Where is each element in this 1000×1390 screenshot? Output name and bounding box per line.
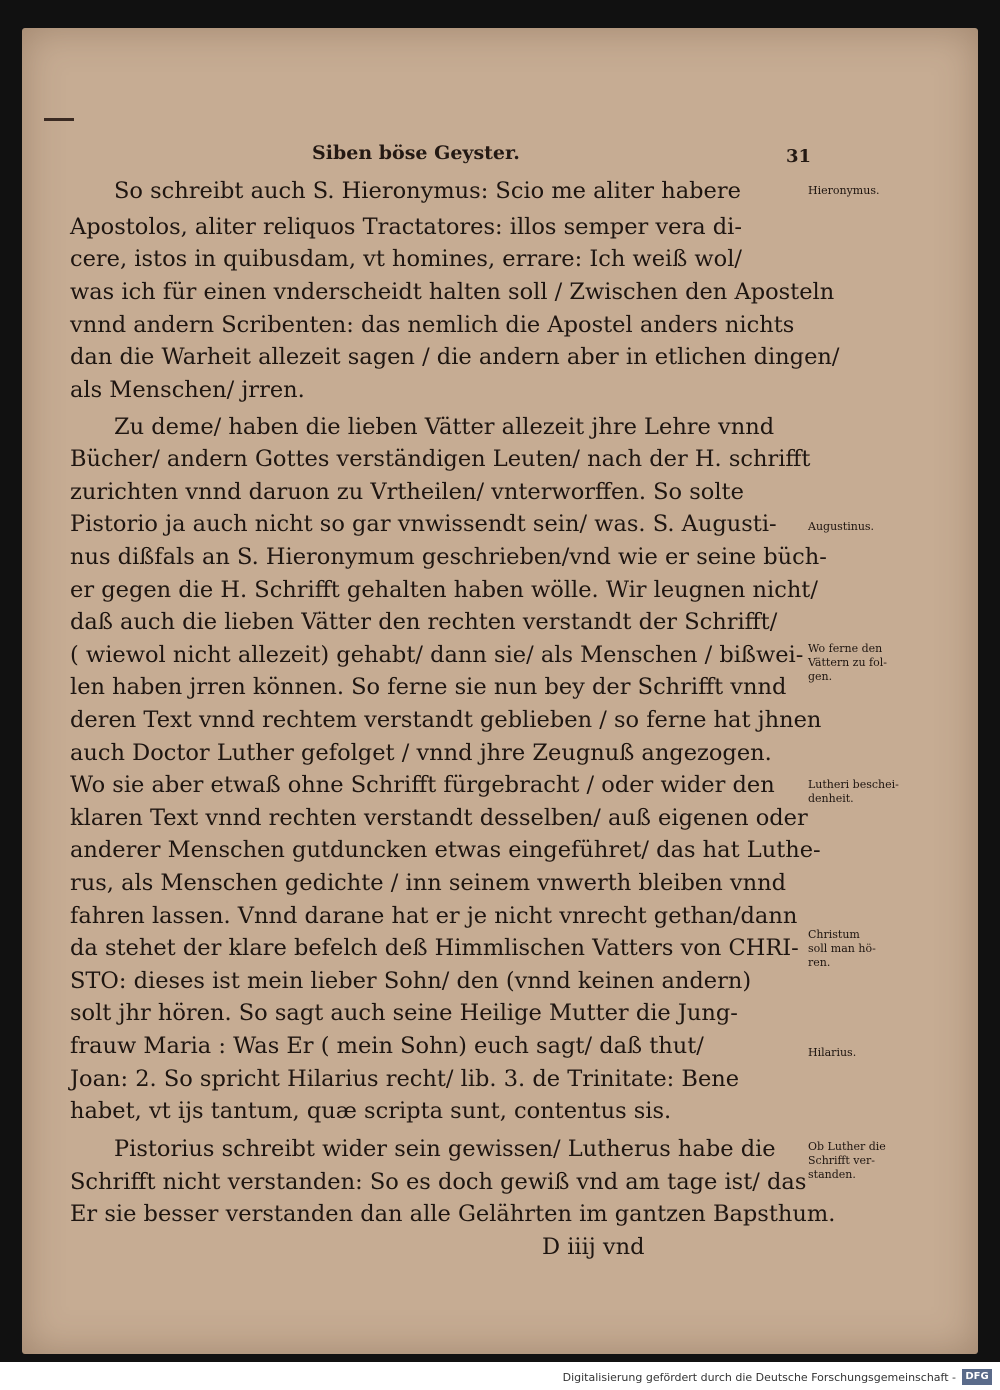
- body-line: solt jhr hören. So sagt auch seine Heilige Mutter die Jung-: [70, 1000, 738, 1026]
- body-line: Wo sie aber etwaß ohne Schrifft fürgebracht / oder wider den: [70, 772, 775, 798]
- body-line: klaren Text vnnd rechten verstandt desselben/ auß eigenen oder: [70, 805, 808, 831]
- body-line: Pistorio ja auch nicht so gar vnwissendt sein/ was. S. Augusti-: [70, 511, 777, 537]
- page-mark: [44, 118, 74, 121]
- margin-note: Lutheri beschei- denheit.: [808, 778, 899, 805]
- body-line: er gegen die H. Schrifft gehalten haben wölle. Wir leugnen nicht/: [70, 577, 818, 603]
- body-line: da stehet der klare befelch deß Himmlischen Vatters von CHRI-: [70, 935, 799, 961]
- page-number: 31: [786, 146, 812, 167]
- body-line: habet, vt ijs tantum, quæ scripta sunt, contentus sis.: [70, 1098, 672, 1124]
- body-line: anderer Menschen gutduncken etwas eingeführet/ das hat Luthe-: [70, 837, 821, 863]
- body-line: rus, als Menschen gedichte / inn seinem vnwerth bleiben vnnd: [70, 870, 786, 896]
- margin-note: Ob Luther die Schrifft ver- standen.: [808, 1140, 886, 1181]
- body-line: len haben jrren können. So ferne sie nun bey der Schrifft vnnd: [70, 674, 787, 700]
- body-line: Pistorius schreibt wider sein gewissen/ Lutherus habe die: [114, 1136, 776, 1162]
- body-line: fahren lassen. Vnnd darane hat er je nicht vnrecht gethan/dann: [70, 903, 798, 929]
- margin-note: Christum soll man hö- ren.: [808, 928, 876, 969]
- margin-note: Augustinus.: [808, 520, 875, 533]
- body-line: auch Doctor Luther gefolget / vnnd jhre Zeugnuß angezogen.: [70, 740, 772, 766]
- body-line: Er sie besser verstanden dan alle Gelährten im gantzen Bapsthum.: [70, 1201, 836, 1227]
- body-line: zurichten vnnd daruon zu Vrtheilen/ vnterworffen. So solte: [70, 479, 744, 505]
- body-line: Zu deme/ haben die lieben Vätter allezeit jhre Lehre vnnd: [114, 414, 775, 440]
- body-line: ( wiewol nicht allezeit) gehabt/ dann sie/ als Menschen / bißwei-: [70, 642, 804, 668]
- margin-note: Hilarius.: [808, 1046, 857, 1059]
- body-line: Joan: 2. So spricht Hilarius recht/ lib. 3. de Trinitate: Bene: [70, 1066, 740, 1092]
- body-line: als Menschen/ jrren.: [70, 377, 305, 403]
- body-line: nus dißfals an S. Hieronymum geschrieben/vnd wie er seine büch-: [70, 544, 827, 570]
- margin-note: Wo ferne den Vättern zu fol- gen.: [808, 642, 887, 683]
- body-line: dan die Warheit allezeit sagen / die andern aber in etlichen dingen/: [70, 344, 840, 370]
- catchword: D iiij vnd: [542, 1234, 645, 1260]
- body-line: Bücher/ andern Gottes verständigen Leuten/ nach der H. schrifft: [70, 446, 811, 472]
- body-line: vnnd andern Scribenten: das nemlich die Apostel anders nichts: [70, 312, 795, 338]
- body-line: daß auch die lieben Vätter den rechten verstandt der Schrifft/: [70, 609, 778, 635]
- body-line: Apostolos, aliter reliquos Tractatores: illos semper vera di-: [70, 214, 742, 240]
- dfg-logo: DFG: [962, 1369, 992, 1385]
- funding-credit: Digitalisierung gefördert durch die Deutsche Forschungsgemeinschaft -: [562, 1371, 956, 1384]
- body-line: cere, istos in quibusdam, vt homines, errare: Ich weiß wol/: [70, 246, 742, 272]
- body-line: was ich für einen vnderscheidt halten soll / Zwischen den Aposteln: [70, 279, 835, 305]
- body-line: Schrifft nicht verstanden: So es doch gewiß vnd am tage ist/ das: [70, 1169, 807, 1195]
- margin-note: Hieronymus.: [808, 184, 880, 197]
- footer-bar: [0, 1368, 1000, 1390]
- running-title: Siben böse Geyster.: [312, 142, 520, 164]
- body-line: STO: dieses ist mein lieber Sohn/ den (vnnd keinen andern): [70, 968, 752, 994]
- body-line: So schreibt auch S. Hieronymus: Scio me aliter habere: [114, 178, 741, 204]
- book-page: [22, 28, 978, 1354]
- body-line: frauw Maria : Was Er ( mein Sohn) euch sagt/ daß thut/: [70, 1033, 704, 1059]
- body-line: deren Text vnnd rechtem verstandt geblieben / so ferne hat jhnen: [70, 707, 822, 733]
